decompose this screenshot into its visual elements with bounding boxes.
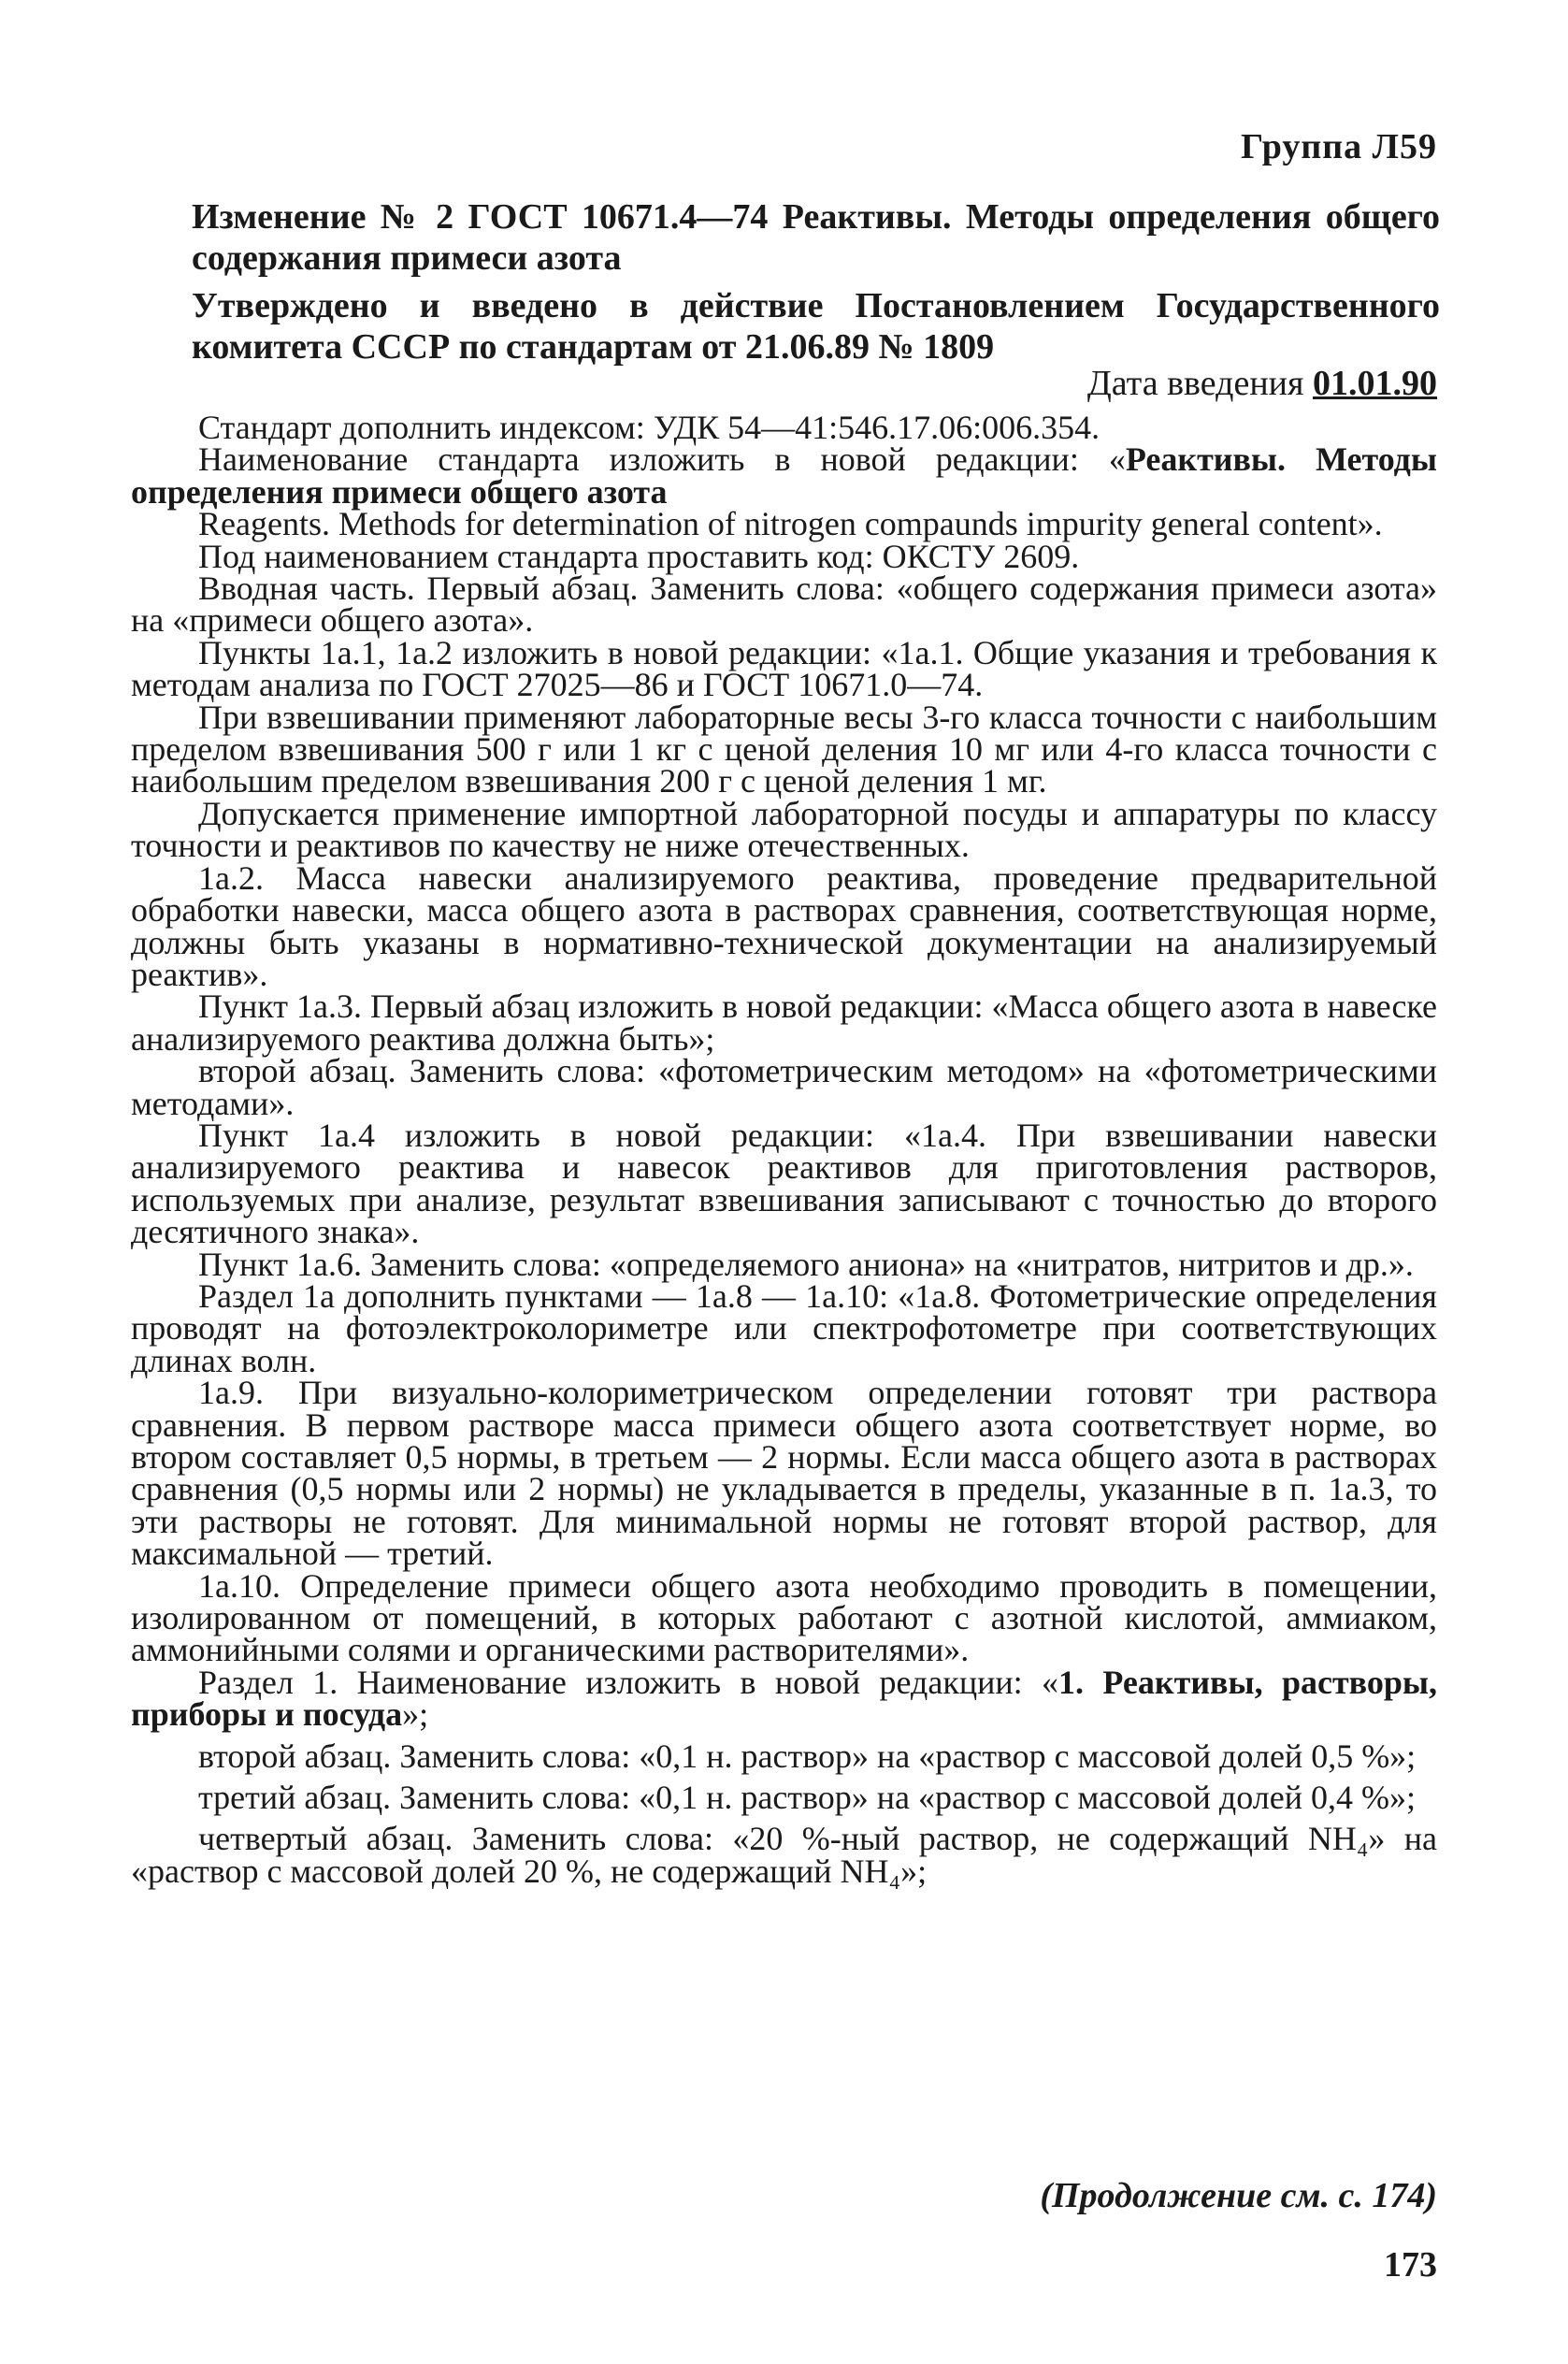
paragraph-1a4: Пункт 1а.4 изложить в новой редакции: «1а.4. При взвешивании навески анализируемого реактива и навесок реактивов для приготовления растворов, используемых при анализе, результат взвешивания записывают с точностью до второго десятичного знака». — [131, 1116, 1437, 1251]
continuation-note: (Продолжение см. с. 174) — [1040, 2176, 1437, 2215]
introduction-date — [1087, 363, 1437, 404]
introduction-date-label: Дата введения — [1086, 364, 1304, 403]
approval-statement: Утверждено и введено в действие Постановлением Государственного комитета СССР по стандартам от 21.06.89 № 1809 — [192, 286, 1440, 367]
paragraph-second-abzac: второй абзац. Заменить слова: «0,1 н. раствор» на «раствор с массовой долей 0,5 %»; — [198, 1737, 1417, 1775]
paragraph-section-1-lead: Раздел 1. Наименование изложить в новой редакции: « — [198, 1663, 1059, 1701]
document-body — [131, 409, 1438, 1890]
paragraph-udk: Стандарт дополнить индексом: УДК 54—41:546.17.06:006.354. — [198, 409, 1100, 446]
paragraph-third-abzac: третий абзац. Заменить слова: «0,1 н. раствор» на «раствор с массовой долей 0,4 %»; — [198, 1779, 1416, 1817]
paragraph-1a10: 1а.10. Определение примеси общего азота необходимо проводить в помещении, изолированном от помещений, в которых работают с азотной кислотой, аммиаком, аммонийными солями и органическими растворителями». — [131, 1566, 1437, 1669]
paragraph-okstu: Под наименованием стандарта проставить код: ОКСТУ 2609. — [198, 537, 1080, 575]
paragraph-name-lead: Наименование стандарта изложить в новой редакции: « — [198, 440, 1126, 479]
paragraph-1a2: 1а.2. Масса навески анализируемого реактива, проведение предварительной обработки навески, масса общего азота в растворах сравнения, соответствующая норме, должны быть указаны в нормативно-технической документации на анализируемый реактив». — [131, 858, 1437, 993]
paragraph-fourth-abzac: четвертый абзац. Заменить слова: «20 %-ный раствор, не содержащий NH₄» на «раствор с массовой долей 20 %, не содержащий NH₄»; — [131, 1820, 1437, 1890]
paragraph-1a3: Пункт 1а.3. Первый абзац изложить в новой редакции: «Масса общего азота в навеске анализируемого реактива должна быть»; — [131, 987, 1437, 1058]
paragraph-1a3-second: второй абзац. Заменить слова: «фотометрическим методом» на «фотометрическими методами». — [131, 1052, 1437, 1122]
paragraph-section-1 — [131, 1663, 1438, 1734]
paragraph-1a6: Пункт 1а.6. Заменить слова: «определяемого аниона» на «нитратов, нитритов и др.». — [198, 1245, 1414, 1283]
paragraph-items-1a1-1a2: Пункты 1а.1, 1а.2 изложить в новой редакции: «1а.1. Общие указания и требования к методам анализа по ГОСТ 27025—86 и ГОСТ 10671.0—74. — [131, 633, 1437, 704]
paragraph-intro-part: Вводная часть. Первый абзац. Заменить слова: «общего содержания примеси азота» на «примеси общего азота». — [131, 569, 1437, 640]
paragraph-weighing: При взвешивании применяют лабораторные весы 3-го класса точности с наибольшим пределом взвешивания 500 г или 1 кг с ценой деления 10 мг или 4-го класса точности с наибольшим пределом взвешивания 200 г с ценой деления 1 мг. — [131, 698, 1437, 800]
document-title: Изменение № 2 ГОСТ 10671.4—74 Реактивы. Методы определения общего содержания примеси азота — [192, 197, 1440, 278]
paragraph-name — [131, 440, 1438, 511]
paragraph-import-equipment: Допускается применение импортной лабораторной посуды и аппаратуры по классу точности и реактивов по качеству не ниже отечественных. — [131, 794, 1437, 865]
paragraph-section-1-tail: »; — [402, 1695, 429, 1734]
paragraph-english-name: Reagents. Methods for determination of nitrogen compaunds impurity general content». — [198, 505, 1383, 543]
group-code: Группа Л59 — [1240, 127, 1437, 166]
paragraph-name-bold: Реактивы. Методы определения примеси общего азота — [131, 440, 1438, 511]
paragraph-section-1-bold: 1. Реактивы, растворы, приборы и посуда — [131, 1663, 1438, 1734]
introduction-date-value: 01.01.90 — [1313, 364, 1437, 403]
paragraph-1a8: Раздел 1а дополнить пунктами — 1а.8 — 1а.10: «1а.8. Фотометрические определения проводят на фотоэлектроколориметре или спектрофотометре при соответствующих длинах волн. — [131, 1276, 1437, 1379]
page-number: 173 — [1384, 2245, 1437, 2285]
paragraph-1a9: 1а.9. При визуально-колориметрическом определении готовят три раствора сравнения. В первом растворе масса примеси общего азота соответствует норме, во втором составляет 0,5 нормы, в третьем — 2 нормы. Если масса общего азота в растворах сравнения (0,5 нормы или 2 нормы) не укладывается в пределы, указанные в п. 1а.3, то эти растворы не готовят. Для минимальной нормы не готовят второй раствор, для максимальной — третий. — [131, 1374, 1437, 1573]
